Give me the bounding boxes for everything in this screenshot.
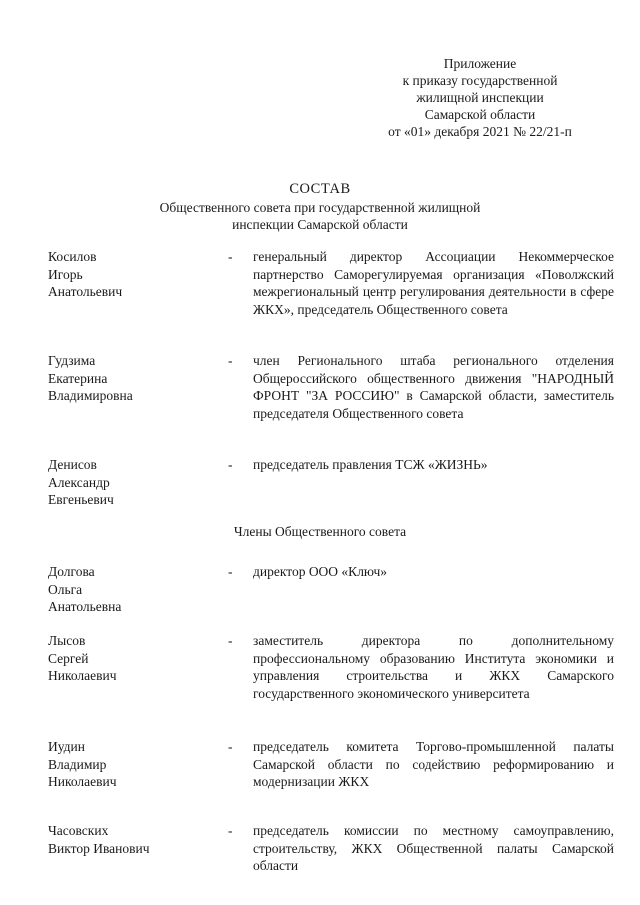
surname: Часовских bbox=[48, 823, 109, 838]
first-name: Виктор Иванович bbox=[48, 840, 150, 856]
dash: - bbox=[228, 739, 233, 754]
first-name: Владимир bbox=[48, 756, 107, 772]
person-name bbox=[48, 456, 218, 509]
person-name bbox=[48, 248, 218, 301]
person-role: директор ООО «Ключ» bbox=[253, 564, 388, 579]
person-name bbox=[48, 822, 218, 857]
surname: Косилов bbox=[48, 249, 97, 264]
first-name: Сергей bbox=[48, 650, 89, 666]
patronymic: Анатольевна bbox=[48, 599, 122, 614]
surname: Лысов bbox=[48, 633, 86, 648]
first-name: Александр bbox=[48, 474, 110, 490]
patronymic: Николаевич bbox=[48, 774, 117, 789]
person-name bbox=[48, 563, 218, 616]
appendix-block bbox=[360, 55, 600, 140]
person-role: генеральный директор Ассоциации Некоммерческое партнерство Саморегулируемая организация «Поволжский межрегиональный центр регулирования деятельности в сфере ЖКХ», председатель Общественного совета bbox=[253, 249, 614, 317]
members-heading: Члены Общественного совета bbox=[233, 524, 407, 539]
surname: Долгова bbox=[48, 564, 95, 579]
person-role: председатель комиссии по местному самоуправлению, строительству, ЖКХ Общественной палаты Самарской области bbox=[253, 823, 614, 873]
surname: Денисов bbox=[48, 457, 97, 472]
appendix-line: жилищной инспекции bbox=[416, 90, 544, 105]
patronymic: Владимировна bbox=[48, 388, 133, 403]
first-name: Екатерина bbox=[48, 370, 108, 386]
dash: - bbox=[228, 633, 233, 648]
dash: - bbox=[228, 457, 233, 472]
dash: - bbox=[228, 564, 233, 579]
first-name: Игорь bbox=[48, 266, 83, 282]
appendix-line: от «01» декабря 2021 № 22/21-п bbox=[388, 124, 572, 139]
person-role: член Регионального штаба регионального отделения Общероссийского общественного движения "НАРОДНЫЙ ФРОНТ "ЗА РОССИЮ" в Самарской области, заместитель председателя Общественного совета bbox=[253, 353, 614, 421]
person-name bbox=[48, 738, 218, 791]
appendix-line: Самарской области bbox=[424, 107, 536, 122]
document-title: СОСТАВ bbox=[289, 181, 351, 197]
patronymic: Анатольевич bbox=[48, 284, 123, 299]
dash: - bbox=[228, 353, 233, 368]
person-role: заместитель директора по дополнительному профессиональному образованию Института экономики и управления строительства и ЖКХ Самарского государственного экономического университета bbox=[253, 633, 614, 701]
surname: Гудзима bbox=[48, 353, 96, 368]
document-subtitle: инспекции Самарской области bbox=[232, 217, 408, 232]
dash: - bbox=[228, 823, 233, 838]
dash: - bbox=[228, 249, 233, 264]
surname: Иудин bbox=[48, 739, 85, 754]
person-role: председатель правления ТСЖ «ЖИЗНЬ» bbox=[253, 457, 488, 472]
appendix-line: к приказу государственной bbox=[402, 73, 558, 88]
person-role: председатель комитета Торгово-промышленной палаты Самарской области по содействию реформированию и модернизации ЖКХ bbox=[253, 739, 614, 789]
person-name bbox=[48, 352, 218, 405]
document-heading bbox=[0, 181, 640, 234]
patronymic: Евгеньевич bbox=[48, 492, 114, 507]
document-subtitle: Общественного совета при государственной жилищной bbox=[159, 199, 481, 215]
person-name bbox=[48, 632, 218, 685]
appendix-line: Приложение bbox=[443, 56, 517, 71]
first-name: Ольга bbox=[48, 581, 83, 597]
patronymic: Николаевич bbox=[48, 668, 117, 683]
